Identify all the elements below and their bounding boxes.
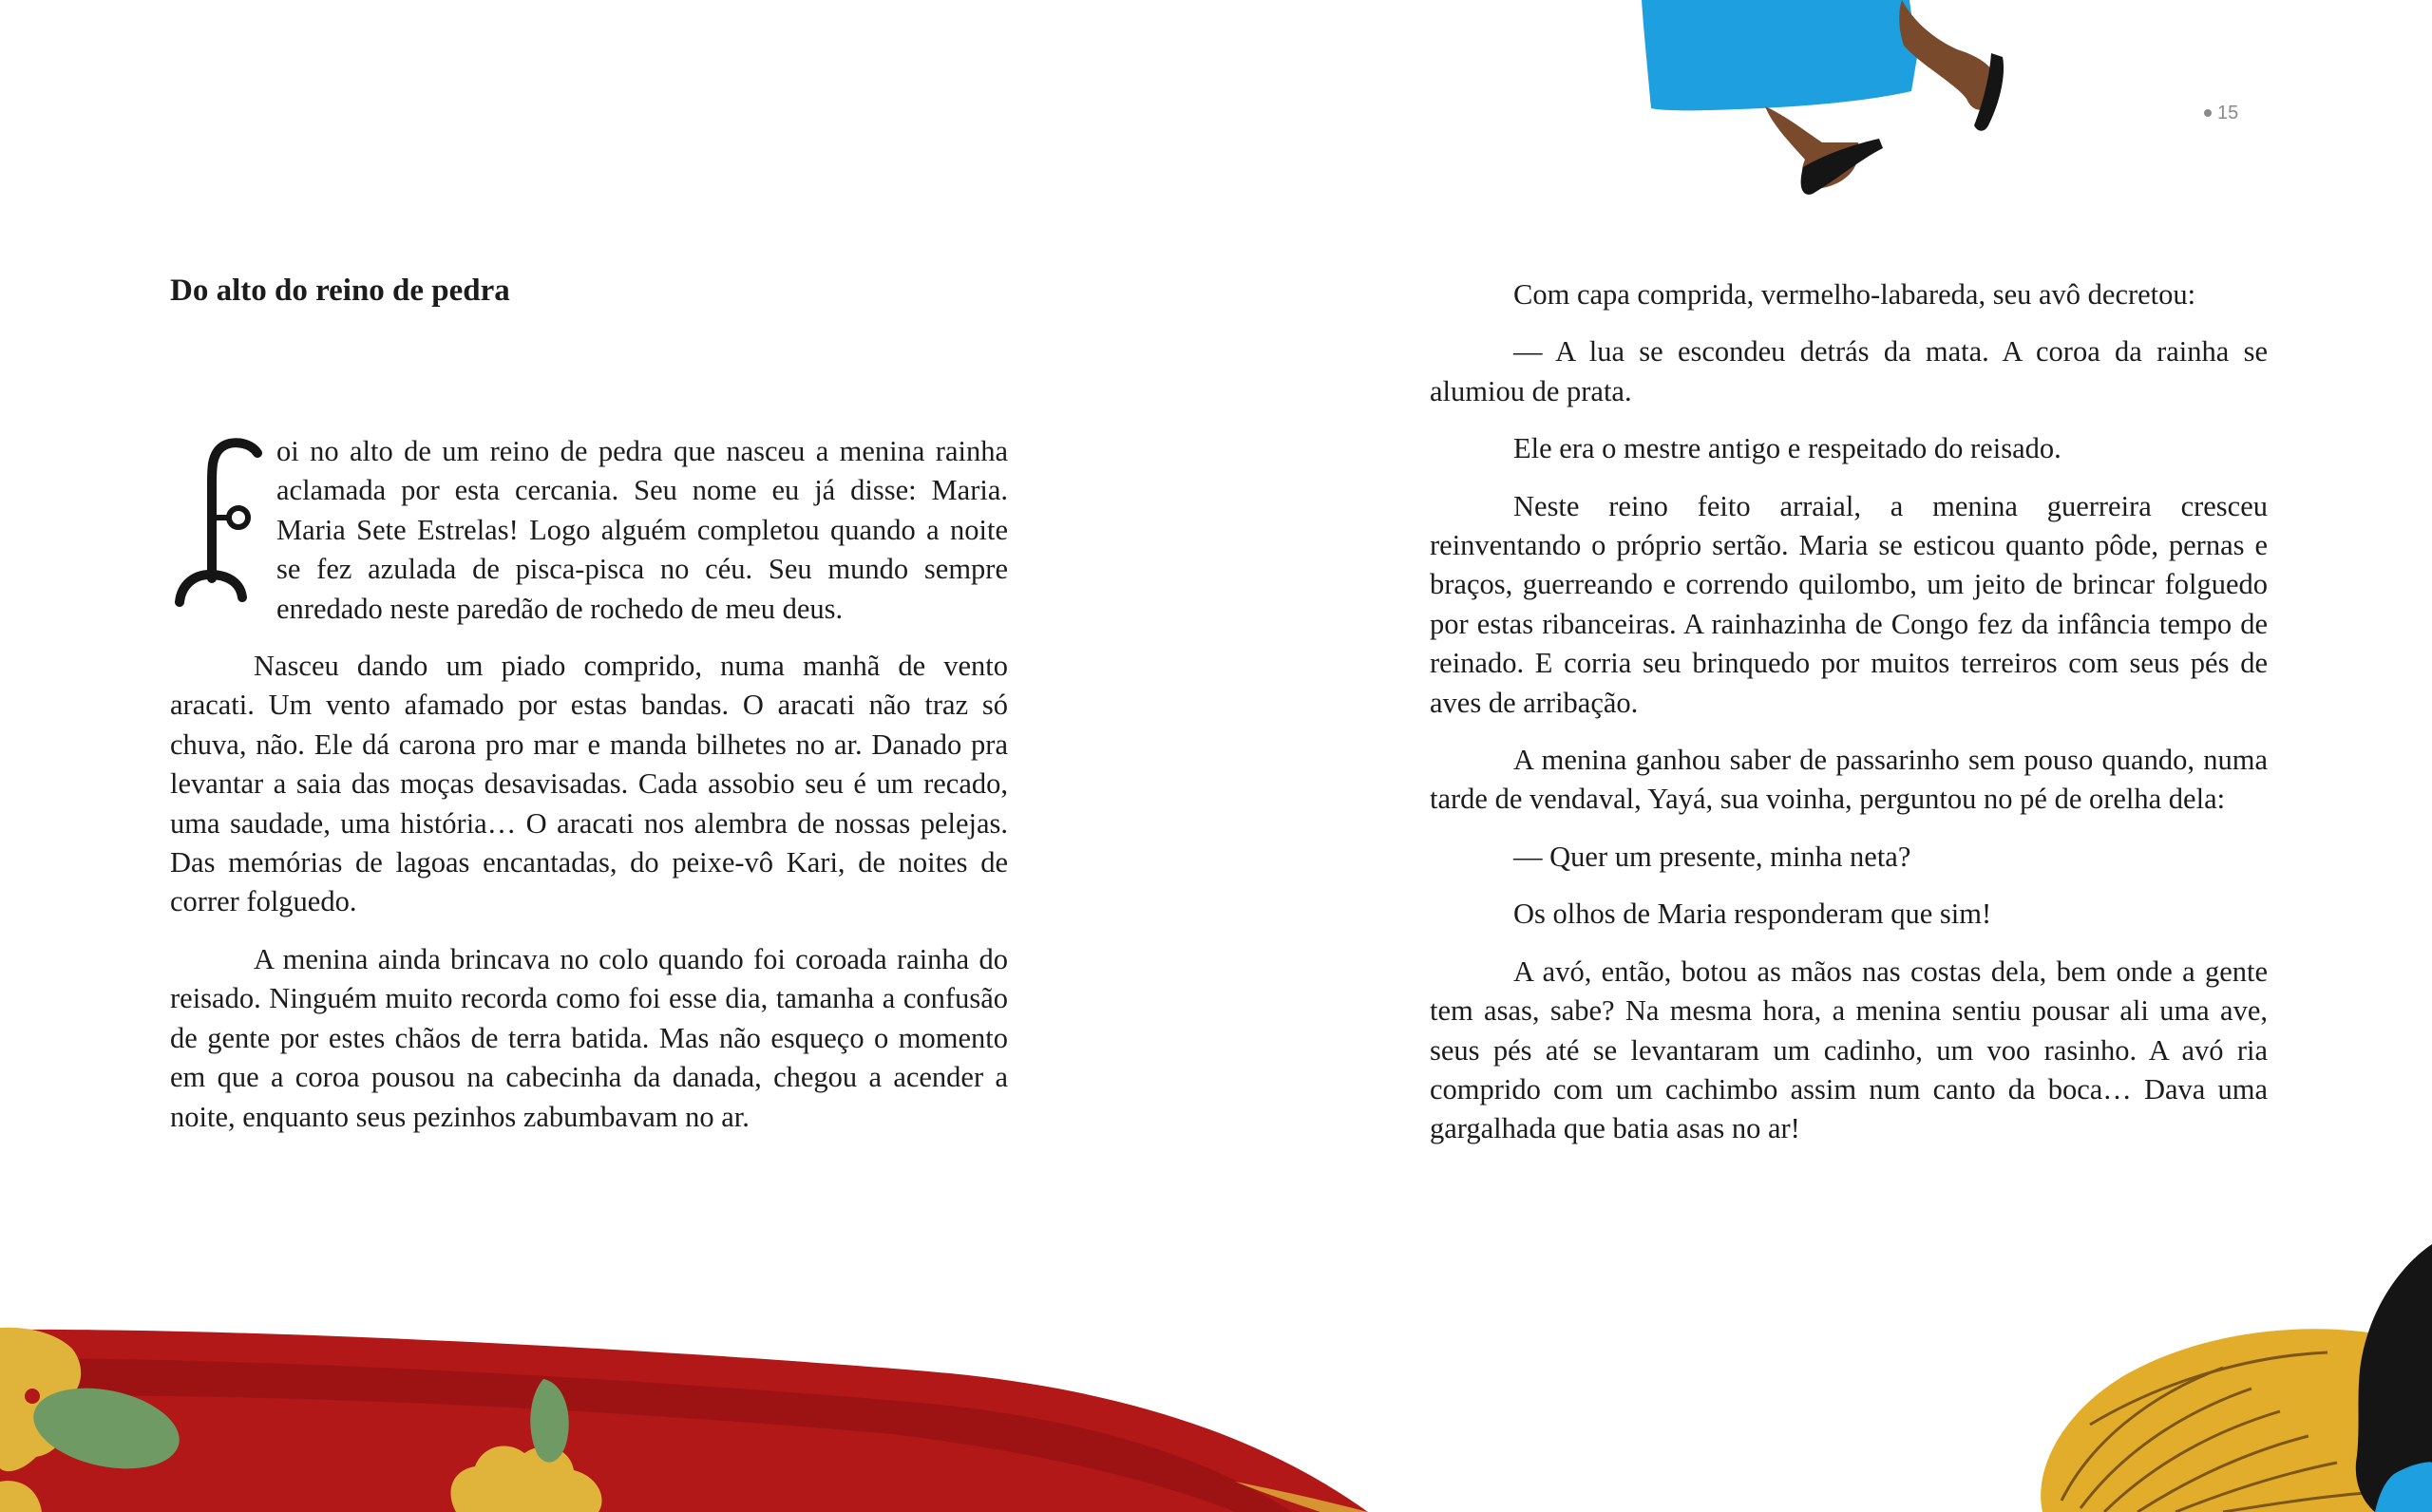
- paragraph-1: [170, 432, 1008, 629]
- chapter-title: Do alto do reino de pedra: [170, 274, 510, 308]
- drop-cap: [170, 436, 273, 612]
- page-number: [2204, 99, 2238, 127]
- page-number-text: 15: [2217, 102, 2239, 123]
- paragraph-9: A avó, então, botou as mãos nas costas dela, bem onde a gente tem asas, sabe? Na mesma hora, a menina sentiu pousar ali uma ave, seus pés até se levantaram um cadinho, um voo rasinho. A avó ria comprido com um cachimbo assim num canto da boca… Dava uma gargalhada que batia asas no ar!: [1430, 954, 2268, 1145]
- dialogue-line-2: — Quer um presente, minha neta?: [1513, 840, 1911, 873]
- bullet-dot-icon: [2204, 109, 2212, 117]
- paragraph-2: Nasceu dando um piado comprido, numa manhã de vento aracati. Um vento afamado por estas bandas. O aracati não traz só chuva, não. Ele dá carona pro mar e manda bilhetes no ar. Danado pra levantar a saia das moças desavisadas. Cada assobio seu é um recado, uma saudade, uma história… O aracati nos alembra de nossas pelejas. Das memórias de lagoas encantadas, do peixe-vô Kari, de noites de correr folguedo.: [170, 650, 1008, 918]
- dancer-feet-illustration: [1642, 0, 2004, 195]
- paragraph-7: A menina ganhou saber de passarinho sem pouso quando, numa tarde de vendaval, Yayá, sua voinha, perguntou no pé de orelha dela:: [1430, 744, 2268, 816]
- drop-cap-glyph: [170, 436, 273, 612]
- paragraph-4: Com capa comprida, vermelho-labareda, seu avô decretou:: [1513, 278, 2196, 311]
- fan-figure-illustration: [2041, 1244, 2432, 1512]
- right-page-text: [1430, 275, 2268, 1167]
- red-cloak-illustration: [0, 1328, 1368, 1512]
- right-leg-shape: [1899, 0, 1997, 110]
- blue-skirt-shape: [1642, 0, 1917, 110]
- left-page-text: [170, 432, 1008, 1155]
- paragraph-5: Ele era o mestre antigo e respeitado do reisado.: [1513, 432, 2062, 465]
- flower-center-left: [25, 1389, 40, 1404]
- paragraph-8: Os olhos de Maria responderam que sim!: [1513, 898, 1992, 931]
- dialogue-line-1: — A lua se escondeu detrás da mata. A coroa da rainha se alumiou de prata.: [1430, 335, 2268, 407]
- paragraph-1-text: oi no alto de um reino de pedra que nasceu a menina rainha aclamada por esta cercania. Seu nome eu já disse: Maria. Maria Sete Estrelas! Logo alguém completou quando a noite se fez azulada de pisca-pisca no céu. Seu mundo sempre enredado neste paredão de rochedo de meu deus.: [276, 435, 1008, 625]
- paragraph-6: Neste reino feito arraial, a menina guerreira cresceu reinventando o próprio sertão. Maria se esticou quanto pôde, pernas e braços, guerreando e correndo quilombo, um jeito de brincar folguedo por estas ribanceiras. A rainhazinha de Congo fez da infância tempo de reinado. E corria seu brinquedo por muitos terreiros com seus pés de aves de arribação.: [1430, 489, 2268, 719]
- paragraph-3: A menina ainda brincava no colo quando foi coroada rainha do reisado. Ninguém muito recorda como foi esse dia, tamanha a confusão de gente por estes chãos de terra batida. Mas não esqueço o momento em que a coroa pousou na cabecinha da danada, chegou a acender a noite, enquanto seus pezinhos zabumbavam no ar.: [170, 942, 1008, 1133]
